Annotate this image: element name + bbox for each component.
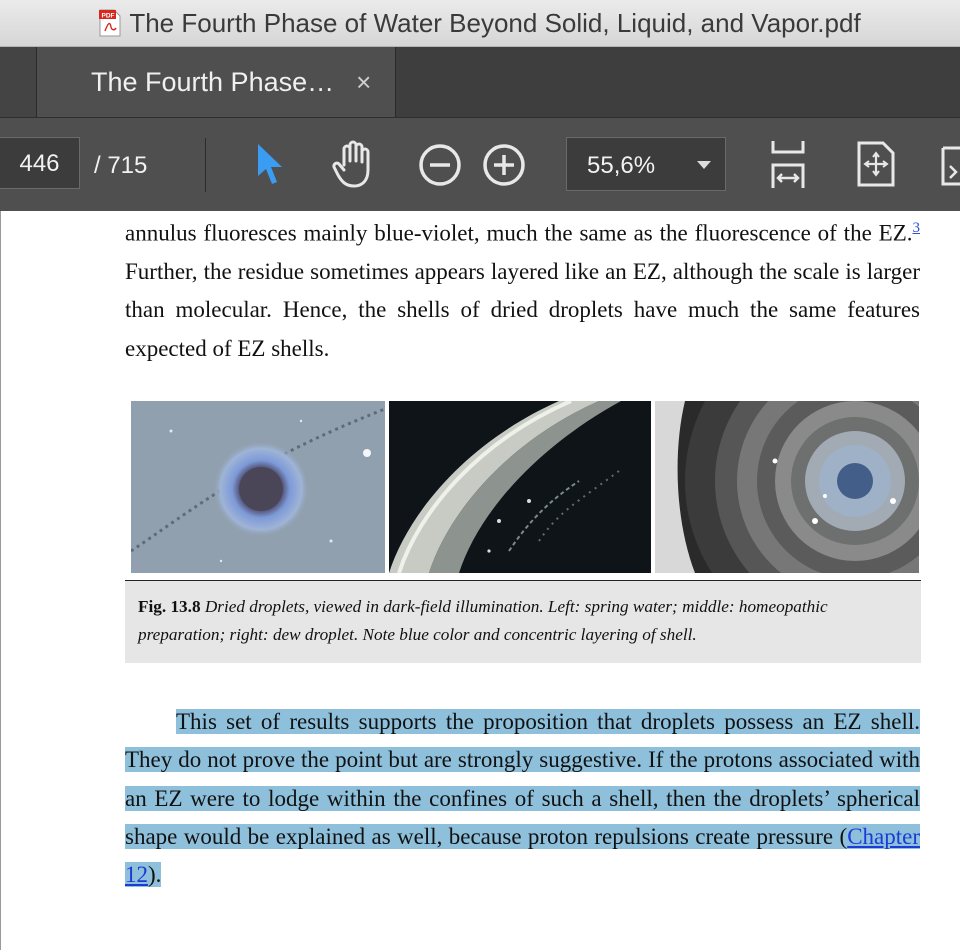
- pdf-page: [0, 211, 960, 950]
- window-title: The Fourth Phase of Water Beyond Solid, Liquid, and Vapor.pdf: [129, 7, 861, 38]
- chevron-down-icon: [697, 161, 711, 169]
- select-arrow-icon[interactable]: [254, 142, 286, 193]
- close-tab-icon[interactable]: ×: [356, 66, 372, 97]
- selected-text[interactable]: [125, 709, 920, 887]
- figure-caption: [138, 593, 913, 649]
- paragraph-text: annulus fluoresces mainly blue-violet, much the same as the fluorescence of the EZ.: [125, 220, 913, 246]
- paragraph-text: Further, the residue sometimes appears layered like an EZ, although the scale is larger than molecular. Hence, the shells of dried droplets have much the same features expected of EZ shells.: [125, 258, 920, 361]
- figure: [125, 399, 921, 663]
- page-number-input[interactable]: 446: [0, 137, 80, 189]
- document-tab-label: The Fourth Phase…: [91, 66, 335, 97]
- zoom-out-icon[interactable]: [417, 142, 463, 193]
- window-title-bar: [0, 0, 960, 47]
- pdf-file-icon: [99, 9, 121, 37]
- svg-text:PDF: PDF: [101, 12, 115, 20]
- fit-page-icon[interactable]: [856, 140, 896, 193]
- tab-bar-left-stub: [0, 47, 37, 117]
- paragraph-end: ).: [148, 862, 162, 888]
- figure-photo-dew-droplet: [655, 401, 919, 573]
- figure-photo-homeopathic: [389, 401, 651, 573]
- toolbar: [0, 117, 960, 212]
- zoom-level-value: 55,6%: [587, 152, 656, 179]
- figure-label: Fig. 13.8: [138, 597, 201, 616]
- figure-photo-spring-water: [131, 401, 385, 573]
- highlighted-paragraph: [125, 703, 920, 894]
- figure-caption-text: Dried droplets, viewed in dark-field illumination. Left: spring water; middle: homeopathic preparation; right: dew droplet. Note blue color and concentric layering of shell.: [138, 597, 828, 644]
- hand-tool-icon[interactable]: [330, 139, 378, 194]
- figure-caption-box: [125, 580, 921, 663]
- paragraph-text: This set of results supports the proposition that droplets possess an EZ shell. They do not prove the point but are strongly suggestive. If the protons associated with an EZ were to lodge within the confines of such a shell, then the droplets’ spherical shape would be explained as well, because proton repulsions create pressure (: [125, 709, 920, 849]
- body-paragraph: [125, 208, 920, 368]
- page-total: / 715: [94, 152, 148, 179]
- toolbar-divider: [205, 138, 206, 192]
- tab-bar: [0, 47, 960, 117]
- zoom-level-select[interactable]: [566, 137, 726, 191]
- rotate-page-icon[interactable]: [940, 140, 960, 193]
- document-tab[interactable]: [36, 47, 396, 117]
- scroll-mode-icon[interactable]: [768, 138, 808, 197]
- zoom-in-icon[interactable]: [481, 142, 527, 193]
- chapter-12-link[interactable]: Chapter 12: [125, 823, 920, 888]
- footnote-link[interactable]: 3: [912, 220, 920, 236]
